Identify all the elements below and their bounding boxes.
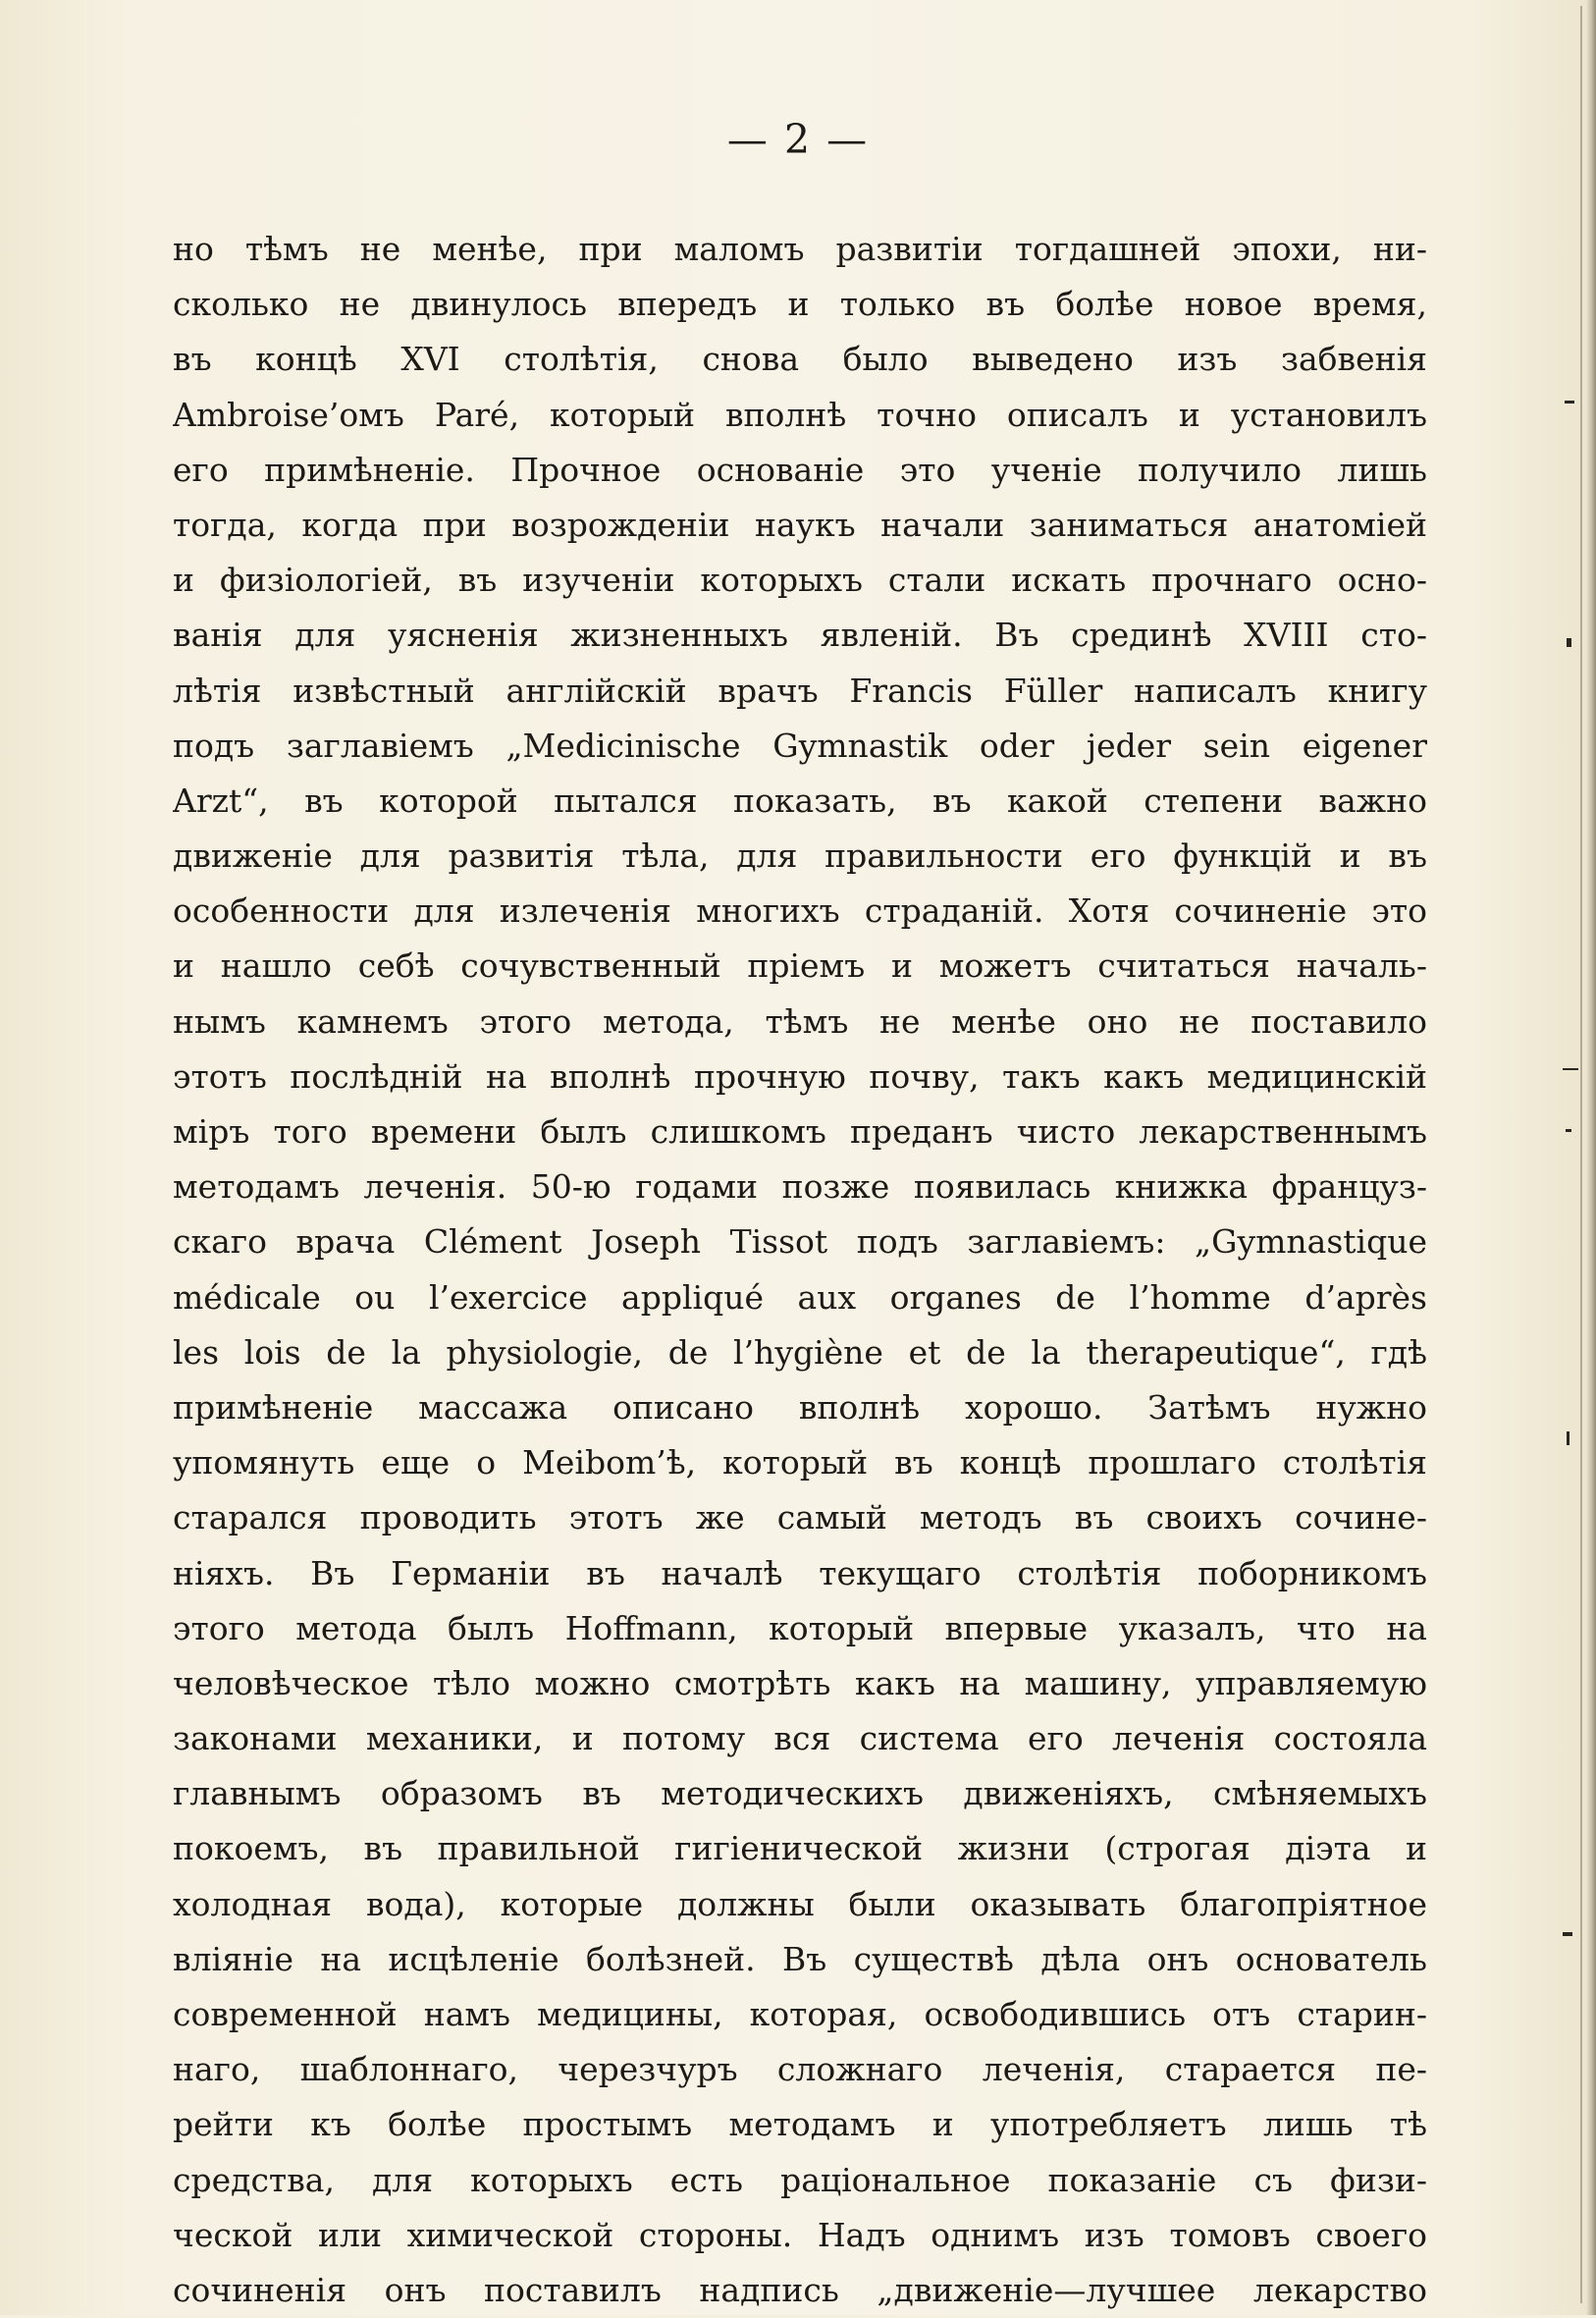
margin-mark (1563, 1068, 1578, 1070)
margin-mark (1563, 1932, 1572, 1936)
text-line: въ концѣ XVI столѣтія, снова было выведено изъ забвенія (173, 340, 1427, 379)
text-line: лѣтія извѣстный англійскій врачъ Francis Füller написалъ книгу (173, 671, 1427, 710)
text-line: міръ того времени былъ слишкомъ преданъ чисто лекарственнымъ (173, 1112, 1427, 1151)
text-line: скаго врача Clément Joseph Tissot подъ заглавіемъ: „Gymnastique (173, 1222, 1427, 1262)
page-edge-shadow (1586, 0, 1596, 2315)
text-line: средства, для которыхъ есть раціональное показаніе съ физи- (173, 2160, 1427, 2199)
text-line: les lois de la physiologie, de l’hygiène et de la therapeutique“, гдѣ (173, 1332, 1427, 1372)
text-line: старался проводить этотъ же самый методъ въ своихъ сочине- (173, 1498, 1427, 1537)
text-line: человѣческое тѣло можно смотрѣть какъ на машину, управляемую (173, 1663, 1427, 1702)
text-line: примѣненіе массажа описано вполнѣ хорошо. Затѣмъ нужно (173, 1387, 1427, 1427)
body-text (173, 222, 1427, 2318)
text-line: главнымъ образомъ въ методическихъ движеніяхъ, смѣняемыхъ (173, 1774, 1427, 1813)
text-line: подъ заглавіемъ „Medicinische Gymnastik oder jeder sein eigener (173, 726, 1427, 765)
text-line: рейти къ болѣе простымъ методамъ и употребляетъ лишь тѣ (173, 2105, 1427, 2144)
page-number: — 2 — (726, 116, 870, 163)
text-line: особенности для излеченія многихъ страданій. Хотя сочиненіе это (173, 891, 1427, 931)
margin-mark (1566, 1129, 1571, 1132)
text-line: его примѣненіе. Прочное основаніе это ученіе получило лишь (173, 450, 1427, 489)
text-line: покоемъ, въ правильной гигіенической жизни (строгая діэта и (173, 1829, 1427, 1868)
text-line: Arzt“, въ которой пытался показать, въ какой степени важно (173, 781, 1427, 820)
text-line: нымъ камнемъ этого метода, тѣмъ не менѣе оно не поставило (173, 1001, 1427, 1041)
text-line: этотъ послѣдній на вполнѣ прочную почву, такъ какъ медицинскій (173, 1056, 1427, 1096)
text-line: и нашло себѣ сочувственный пріемъ и можетъ считаться началь- (173, 946, 1427, 986)
text-line: ческой или химической стороны. Надъ однимъ изъ томовъ своего (173, 2215, 1427, 2254)
text-line: médicale ou l’exercice appliqué aux organes de l’homme d’après (173, 1277, 1427, 1317)
text-line: упомянуть еще о Meibom’ѣ, который въ концѣ прошлаго столѣтія (173, 1443, 1427, 1482)
text-line: законами механики, и потому вся система его леченія состояла (173, 1719, 1427, 1758)
text-line: наго, шаблоннаго, черезчуръ сложнаго леченія, старается пе- (173, 2050, 1427, 2089)
text-line: сочиненія онъ поставилъ надпись „движеніе—лучшее лекарство (173, 2270, 1427, 2309)
text-line: холодная вода), которые должны были оказывать благопріятное (173, 1884, 1427, 1923)
text-line: тогда, когда при возрожденіи наукъ начали заниматься анатоміей (173, 505, 1427, 544)
text-line: и физіологіей, въ изученіи которыхъ стали искать прочнаго осно- (173, 561, 1427, 600)
text-line: сколько не двинулось впередъ и только въ болѣе новое время, (173, 285, 1427, 324)
margin-mark (1567, 638, 1571, 647)
text-line: методамъ леченія. 50-ю годами позже появилась книжка француз- (173, 1167, 1427, 1207)
text-line: но тѣмъ не менѣе, при маломъ развитіи тогдашней эпохи, ни- (173, 230, 1427, 268)
text-line: Ambroise’омъ Paré, который вполнѣ точно описалъ и установилъ (173, 395, 1427, 434)
margin-mark (1567, 1431, 1569, 1445)
text-line: этого метода былъ Hoffmann, который впервые указалъ, что на (173, 1608, 1427, 1647)
text-line: ніяхъ. Въ Германіи въ началѣ текущаго столѣтія поборникомъ (173, 1553, 1427, 1592)
text-line: ванія для уясненія жизненныхъ явленій. Въ срединѣ XVIII сто- (173, 616, 1427, 655)
margin-mark (1565, 401, 1574, 404)
page-edge-line (1580, 6, 1582, 2303)
text-line: движеніе для развитія тѣла, для правильности его функцій и въ (173, 836, 1427, 876)
text-line: вліяніе на исцѣленіе болѣзней. Въ существѣ дѣла онъ основатель (173, 1939, 1427, 1978)
text-line: современной намъ медицины, которая, освободившись отъ старин- (173, 1995, 1427, 2033)
